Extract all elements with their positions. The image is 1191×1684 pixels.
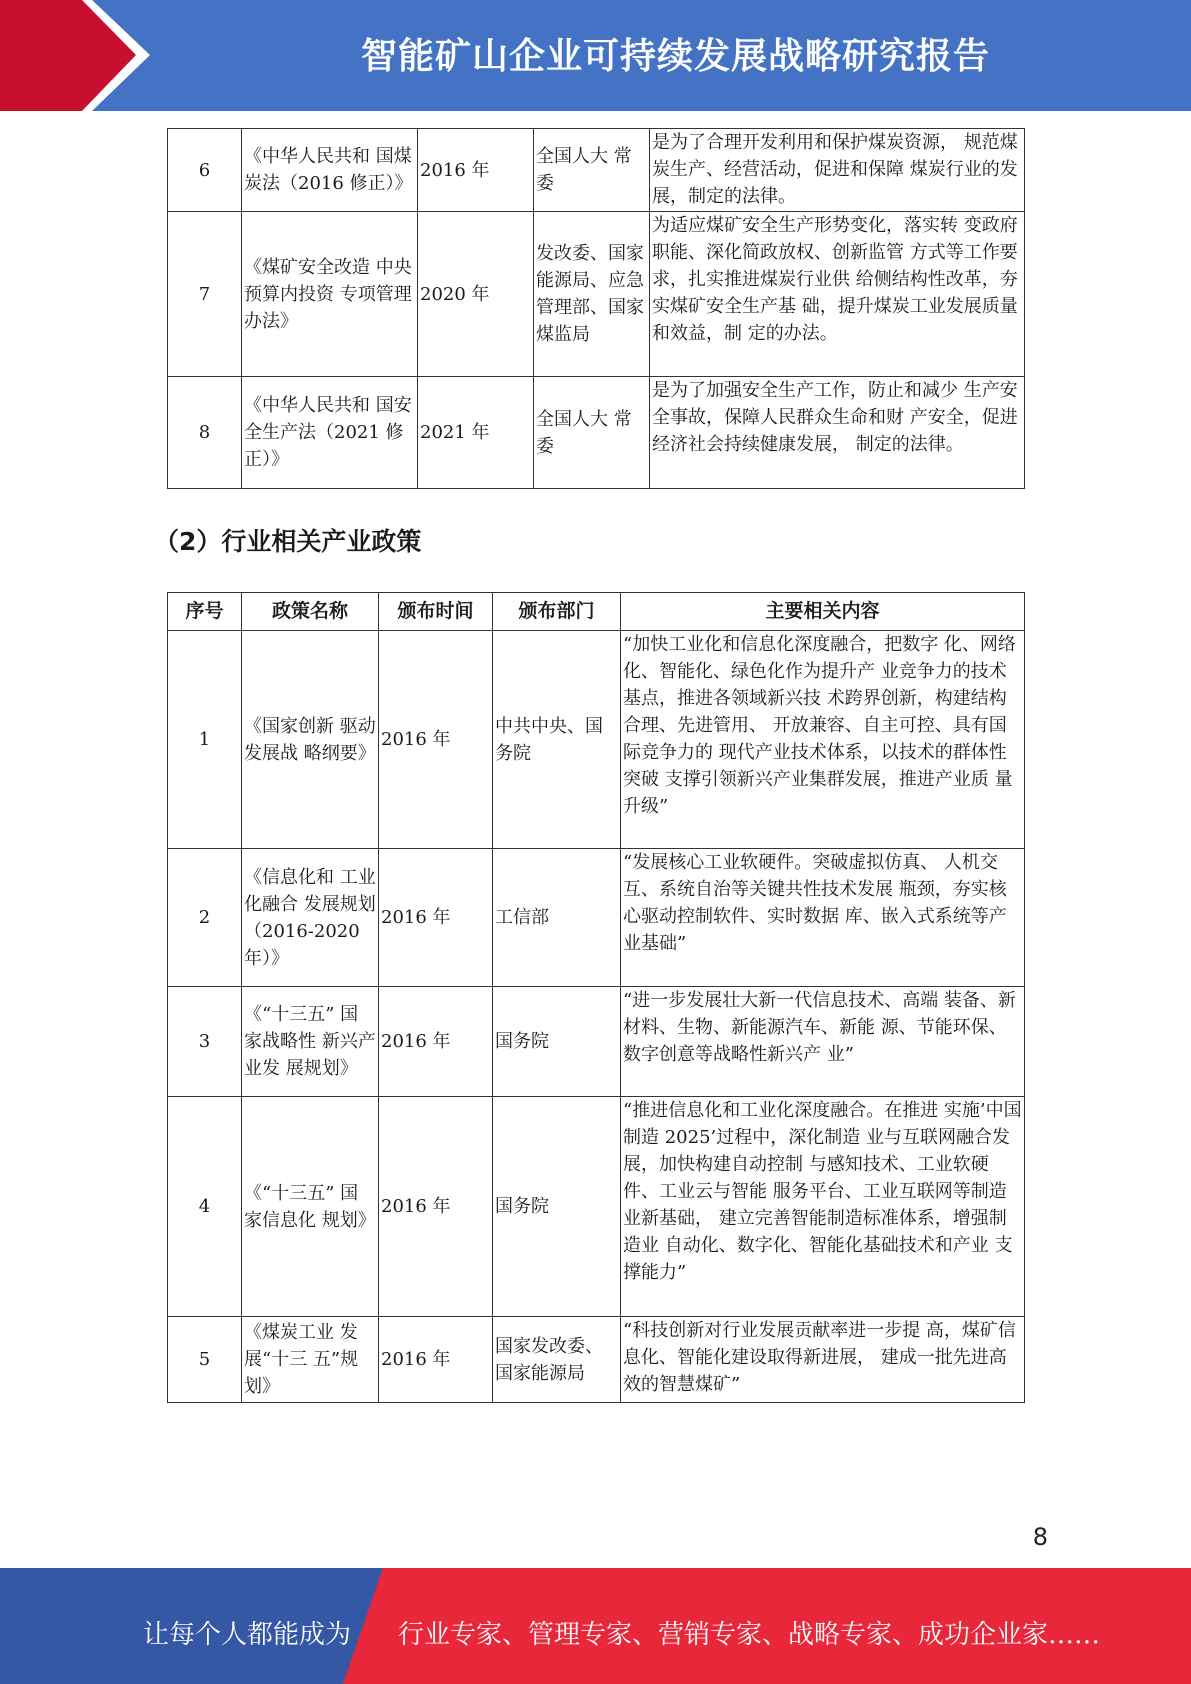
table-row xyxy=(168,631,1025,849)
policy-name: 《“十三五” 国家战略性 新兴产业发 展规划》 xyxy=(242,987,379,1097)
issue-date: 2020 年 xyxy=(418,212,534,377)
issue-date: 2016 年 xyxy=(379,1317,493,1403)
header-red-arrow xyxy=(0,0,150,111)
issuing-dept: 国家发改委、国家能源局 xyxy=(493,1317,621,1403)
table-row xyxy=(168,129,1025,212)
report-title: 智能矿山企业可持续发展战略研究报告 xyxy=(360,36,990,77)
policy-name: 《中华人民共和 国安全生产法（2021 修正）》 xyxy=(242,377,418,489)
issuing-dept: 中共中央、国务院 xyxy=(493,631,621,849)
industry-policy-table xyxy=(167,592,1025,1403)
policy-name: 《信息化和 工业化融合 发展规划（2016-2020年）》 xyxy=(242,849,379,987)
section-heading: （2）行业相关产业政策 xyxy=(154,527,422,556)
issuing-dept: 国务院 xyxy=(493,987,621,1097)
issue-date: 2016 年 xyxy=(379,631,493,849)
policy-content: 是为了合理开发利用和保护煤炭资源， 规范煤炭生产、经营活动，促进和保障 煤炭行业的发展，制定的法律。 xyxy=(650,129,1025,212)
row-number: 6 xyxy=(168,129,242,212)
policy-content: “发展核心工业软硬件。突破虚拟仿真、 人机交互、系统自治等关键共性技术发展 瓶颈，夯实核心驱动控制软件、实时数据 库、嵌入式系统等产业基础” xyxy=(621,849,1025,987)
row-number: 5 xyxy=(168,1317,242,1403)
table-row xyxy=(168,987,1025,1097)
footer-slogan-left: 让每个人都能成为 xyxy=(143,1620,352,1650)
row-number: 3 xyxy=(168,987,242,1097)
issuing-dept: 全国人大 常委 xyxy=(534,129,650,212)
page-footer xyxy=(0,1568,1191,1684)
header-name: 政策名称 xyxy=(242,593,379,631)
policy-content: “推进信息化和工业化深度融合。在推进 实施’中国制造 2025’过程中，深化制造 业与互联网融合发展，加快构建自动控制 与感知技术、工业软硬件、工业云与智能 服务平台、工业互联网等制造业新基础， 建立完善智能制造标准体系，增强制造业 自动化、数字化、智能化基础技术和产业 支撑能力” xyxy=(621,1097,1025,1317)
row-number: 1 xyxy=(168,631,242,849)
table-row xyxy=(168,1097,1025,1317)
header-no: 序号 xyxy=(168,593,242,631)
table-row xyxy=(168,1317,1025,1403)
table-row xyxy=(168,849,1025,987)
table-row xyxy=(168,212,1025,377)
page-header xyxy=(0,0,1191,111)
policy-content: “加快工业化和信息化深度融合，把数字 化、网络化、智能化、绿色化作为提升产 业竞争力的技术基点，推进各领域新兴技 术跨界创新，构建结构合理、先进管用、 开放兼容、自主可控、具有国际竞争力的 现代产业技术体系，以技术的群体性突破 支撑引领新兴产业集群发展，推进产业质 量升级” xyxy=(621,631,1025,849)
laws-table xyxy=(167,128,1025,489)
issue-date: 2016 年 xyxy=(379,1097,493,1317)
table-row xyxy=(168,377,1025,489)
page-number: 8 xyxy=(1032,1523,1048,1551)
issuing-dept: 工信部 xyxy=(493,849,621,987)
policy-name: 《煤炭工业 发展“十三 五”规划》 xyxy=(242,1317,379,1403)
policy-name: 《煤矿安全改造 中央预算内投资 专项管理办法》 xyxy=(242,212,418,377)
row-number: 2 xyxy=(168,849,242,987)
policy-content: 是为了加强安全生产工作，防止和减少 生产安全事故，保障人民群众生命和财 产安全，促进经济社会持续健康发展， 制定的法律。 xyxy=(650,377,1025,489)
policy-content: “进一步发展壮大新一代信息技术、高端 装备、新材料、生物、新能源汽车、新能 源、节能环保、数字创意等战略性新兴产 业” xyxy=(621,987,1025,1097)
policy-content: “科技创新对行业发展贡献率进一步提 高，煤矿信息化、智能化建设取得新进展， 建成一批先进高效的智慧煤矿” xyxy=(621,1317,1025,1403)
issue-date: 2016 年 xyxy=(418,129,534,212)
policy-content: 为适应煤矿安全生产形势变化，落实转 变政府职能、深化简政放权、创新监管 方式等工作要求，扎实推进煤炭行业供 给侧结构性改革，夯实煤矿安全生产基 础，提升煤炭工业发展质量和效益，制 定的办法。 xyxy=(650,212,1025,377)
footer-slogan-right: 行业专家、管理专家、营销专家、战略专家、成功企业家…… xyxy=(398,1620,1101,1650)
issuing-dept: 发改委、国家能源局、应急管理部、国家煤监局 xyxy=(534,212,650,377)
issue-date: 2016 年 xyxy=(379,987,493,1097)
row-number: 4 xyxy=(168,1097,242,1317)
header-time: 颁布时间 xyxy=(379,593,493,631)
row-number: 8 xyxy=(168,377,242,489)
table-header-row xyxy=(168,593,1025,631)
policy-name: 《中华人民共和 国煤炭法（2016 修正）》 xyxy=(242,129,418,212)
row-number: 7 xyxy=(168,212,242,377)
policy-name: 《国家创新 驱动发展战 略纲要》 xyxy=(242,631,379,849)
issuing-dept: 全国人大 常委 xyxy=(534,377,650,489)
issuing-dept: 国务院 xyxy=(493,1097,621,1317)
policy-name: 《“十三五” 国家信息化 规划》 xyxy=(242,1097,379,1317)
header-content: 主要相关内容 xyxy=(621,593,1025,631)
header-dept: 颁布部门 xyxy=(493,593,621,631)
issue-date: 2021 年 xyxy=(418,377,534,489)
issue-date: 2016 年 xyxy=(379,849,493,987)
